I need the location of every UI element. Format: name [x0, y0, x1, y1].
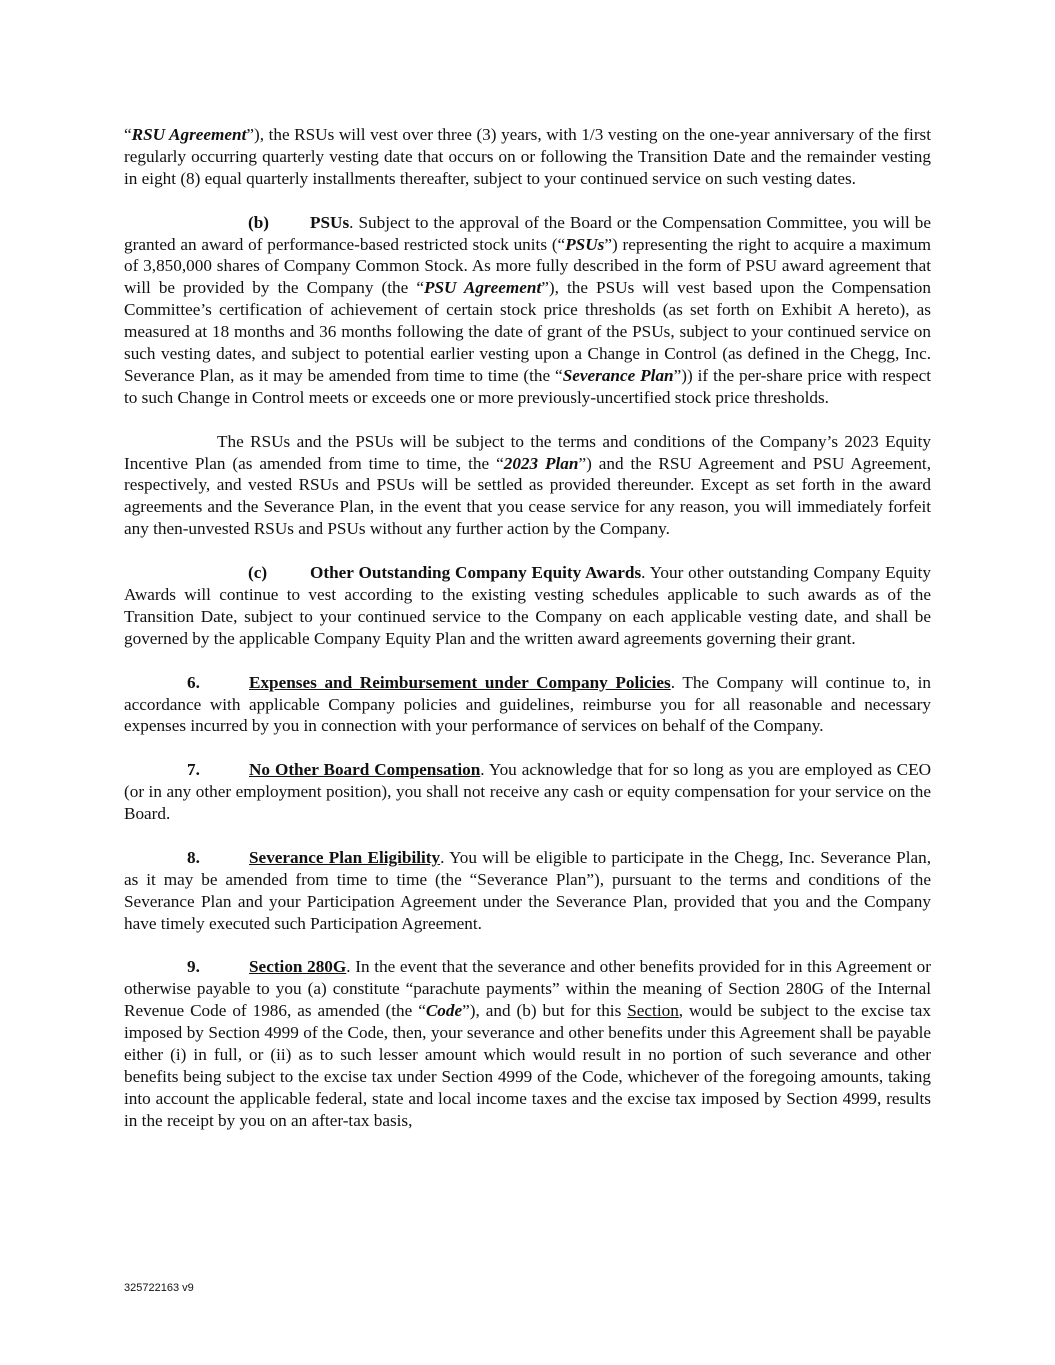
paragraph-psus: (b) PSUs. Subject to the approval of the Board or the Compensation Committee, you will be granted an award of performance-based restricted stock units (“PSUs”) representing the right to acquire a maximum of 3,850,000 shares of Company Common Stock. As more fully described in the form of PSU award agreement that will be provided by the Company (the “PSU Agreement”), the PSUs will vest based upon the Compensation Committee’s certification of achievement of certain stock price thresholds (as set forth on Exhibit A hereto), as measured at 18 months and 36 months following the date of grant of the PSUs, subject to your continued service on such vesting dates, and subject to potential earlier vesting upon a Change in Control (as defined in the Chegg, Inc. Severance Plan, as it may be amended from time to time (the “Severance Plan”)) if the per-share price with respect to such Change in Control meets or exceeds one or more previously-uncertified stock price thresholds.	[124, 212, 932, 407]
section-heading: Section 280G	[249, 957, 347, 977]
section-6: 6. Expenses and Reimbursement under Company Policies. The Company will continue to, in accordance with applicable Company policies and guidelines, reimburse you for all reasonable and necessary expenses incurred by you in connection with your performance of services on behalf of the Company.	[124, 672, 931, 736]
document-page	[124, 124, 931, 1132]
paragraph-rsu-continued: “RSU Agreement”), the RSUs will vest over three (3) years, with 1/3 vesting on the one-year anniversary of the first regularly occurring quarterly vesting date that occurs on or following the Transition Date and the remainder vesting in eight (8) equal quarterly installments thereafter, subject to your continued service on such vesting dates.	[124, 125, 932, 188]
section-number: 6.	[187, 672, 200, 692]
subsection-number: (c)	[248, 563, 268, 583]
section-9: 9. Section 280G. In the event that the severance and other benefits provided for in this Agreement or otherwise payable to you (a) constitute “parachute payments” within the meaning of Section 280G of the Internal Revenue Code of 1986, as amended (the “Code”), and (b) but for this Section, would be subject to the excise tax imposed by Section 4999 of the Code, then, your severance and other benefits under this Agreement shall be payable either (i) in full, or (ii) as to such lesser amount which would result in no portion of such severance and other benefits being subject to the excise tax under Section 4999 of the Code, whichever of the foregoing amounts, taking into account the applicable federal, state and local income taxes and the excise tax imposed by Section 4999, results in the receipt by you on an after-tax basis,	[124, 957, 932, 1130]
document-id-footer: 325722163 v9	[124, 1282, 194, 1294]
defined-term: PSU Agreement	[424, 278, 542, 298]
paragraph-other-equity-awards: (c) Other Outstanding Company Equity Awards. Your other outstanding Company Equity Awards will continue to vest according to the existing vesting schedules applicable to such awards as of the Transition Date, subject to your continued service to the Company on each applicable vesting date, and shall be governed by the applicable Company Equity Plan and the written award agreements governing their grant.	[124, 563, 931, 648]
subsection-heading: Other Outstanding Company Equity Awards	[310, 563, 642, 583]
section-number: 9.	[187, 957, 200, 977]
defined-term: PSUs	[565, 234, 605, 254]
section-cross-reference: Section	[627, 1001, 679, 1021]
section-heading: No Other Board Compensation	[249, 760, 481, 780]
section-8: 8. Severance Plan Eligibility. You will be eligible to participate in the Chegg, Inc. Severance Plan, as it may be amended from time to time (the “Severance Plan”), pursuant to the terms and conditions of the Severance Plan and your Participation Agreement under the Severance Plan, provided that you and the Company have timely executed such Participation Agreement.	[124, 847, 932, 933]
section-heading: Expenses and Reimbursement under Company Policies	[249, 672, 671, 692]
section-number: 8.	[187, 847, 200, 867]
defined-term: Severance Plan	[562, 365, 674, 385]
defined-term: Code	[425, 1001, 463, 1021]
subsection-number: (b)	[248, 212, 270, 232]
section-number: 7.	[187, 760, 200, 780]
section-7: 7. No Other Board Compensation. You acknowledge that for so long as you are employed as CEO (or in any other employment position), you shall not receive any cash or equity compensation for your service on the Board.	[124, 760, 931, 824]
section-heading: Severance Plan Eligibility	[249, 847, 441, 867]
defined-term: RSU Agreement	[131, 125, 247, 144]
defined-term: 2023 Plan	[503, 453, 579, 473]
paragraph-rsu-psu-terms: The RSUs and the PSUs will be subject to the terms and conditions of the Company’s 2023 Equity Incentive Plan (as amended from time to time, the “2023 Plan”) and the RSU Agreement and PSU Agreement, respectively, and vested RSUs and PSUs will be settled as provided thereunder. Except as set forth in the award agreements and the Severance Plan, in the event that you cease service for any reason, you will immediately forfeit any then-unvested RSUs and PSUs without any further action by the Company.	[124, 431, 931, 539]
subsection-heading: PSUs	[310, 212, 350, 232]
